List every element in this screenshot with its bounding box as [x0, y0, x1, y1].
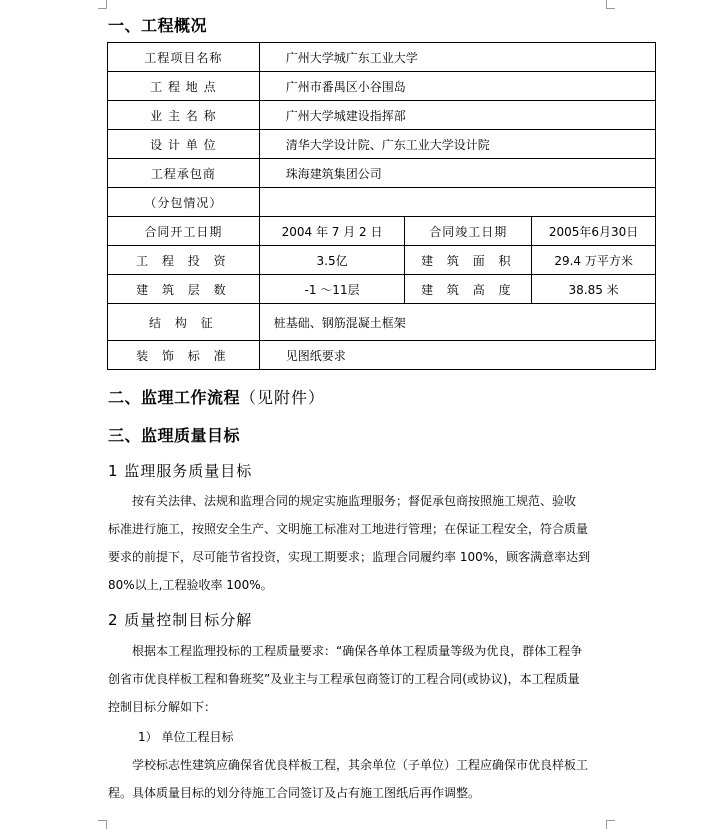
- row-value: 2005年6月30日: [532, 217, 656, 246]
- page-corner-mark: [98, 820, 107, 829]
- text-line: 创省市优良样板工程和鲁班奖”及业主与工程承包商签订的工程合同(或协议)，本工程质量: [108, 672, 580, 686]
- row-value: 桩基础、钢筋混凝土框架: [259, 304, 655, 341]
- table-row: [108, 217, 656, 246]
- text-line: 按有关法律、法规和监理合同的规定实施监理服务；督促承包商按照施工规范、验收: [132, 494, 577, 508]
- row-label: 工程承包商: [108, 159, 260, 188]
- row-label: （分包情况）: [108, 188, 260, 217]
- paragraph-unit-target: [108, 751, 614, 807]
- table-row: [108, 159, 656, 188]
- table-row: [108, 101, 656, 130]
- row-value: 广州市番禺区小谷围岛: [259, 72, 655, 101]
- row-label: 建 筑 层 数: [108, 275, 260, 304]
- row-label: 建 筑 面 积: [405, 246, 532, 275]
- section-heading-text: 二、监理工作流程: [108, 388, 241, 407]
- table-row: [108, 275, 656, 304]
- row-value: 29.4 万平方米: [532, 246, 656, 275]
- project-info-table: [107, 42, 656, 370]
- row-value: 3.5亿: [259, 246, 405, 275]
- text-line: 学校标志性建筑应确保省优良样板工程，其余单位（子单位）工程应确保市优良样板工: [132, 758, 589, 772]
- subsection-heading-service-quality: 1 监理服务质量目标: [108, 462, 253, 480]
- row-value: 见图纸要求: [259, 341, 655, 370]
- row-label: 装 饰 标 准: [108, 341, 260, 370]
- table-row: [108, 72, 656, 101]
- row-label: 业 主 名 称: [108, 101, 260, 130]
- row-value: 珠海建筑集团公司: [259, 159, 655, 188]
- section-heading-quality-goals: 三、监理质量目标: [108, 426, 241, 445]
- text-line: 要求的前提下，尽可能节省投资，实现工期要求；监理合同履约率 100%，顾客满意率达到: [108, 550, 591, 564]
- table-row: [108, 130, 656, 159]
- row-label: 工程项目名称: [108, 43, 260, 72]
- row-label: 工 程 投 资: [108, 246, 260, 275]
- paragraph-service-quality: [108, 487, 614, 599]
- list-item-unit-target: 1） 单位工程目标: [138, 730, 234, 744]
- table-row: [108, 43, 656, 72]
- section-heading-workflow: [108, 385, 325, 408]
- row-value: [259, 188, 655, 217]
- row-value: -1 ～11层: [259, 275, 405, 304]
- text-line: 根据本工程监理投标的工程质量要求：“确保各单体工程质量等级为优良，群体工程争: [132, 644, 583, 658]
- section-heading-overview: 一、工程概况: [108, 16, 208, 35]
- table-row: [108, 188, 656, 217]
- table-row: [108, 246, 656, 275]
- table-row: [108, 304, 656, 341]
- text-line: 程。具体质量目标的划分待施工合同签订及占有施工图纸后再作调整。: [108, 786, 481, 800]
- row-label: 合同竣工日期: [405, 217, 532, 246]
- table-row: [108, 341, 656, 370]
- row-label: 建 筑 高 度: [405, 275, 532, 304]
- row-label: 工 程 地 点: [108, 72, 260, 101]
- text-line: 80%以上,工程验收率 100%。: [108, 578, 273, 592]
- row-value: 38.85 米: [532, 275, 656, 304]
- text-line: 控制目标分解如下：: [108, 700, 217, 714]
- page-corner-mark: [606, 820, 615, 829]
- row-label: 结 构 征: [108, 304, 260, 341]
- text-line: 标准进行施工，按照安全生产、文明施工标准对工地进行管理；在保证工程安全，符合质量: [108, 522, 589, 536]
- section-heading-note: （见附件）: [240, 388, 326, 407]
- row-value: 2004 年 7 月 2 日: [259, 217, 405, 246]
- row-label: 合同开工日期: [108, 217, 260, 246]
- row-value: 广州大学城建设指挥部: [259, 101, 655, 130]
- page-corner-mark: [606, 0, 615, 9]
- paragraph-quality-breakdown: [108, 637, 614, 721]
- row-value: 清华大学设计院、广东工业大学设计院: [259, 130, 655, 159]
- subsection-heading-quality-breakdown: 2 质量控制目标分解: [108, 611, 253, 629]
- row-value: 广州大学城广东工业大学: [259, 43, 655, 72]
- row-label: 设 计 单 位: [108, 130, 260, 159]
- page-corner-mark: [98, 0, 107, 9]
